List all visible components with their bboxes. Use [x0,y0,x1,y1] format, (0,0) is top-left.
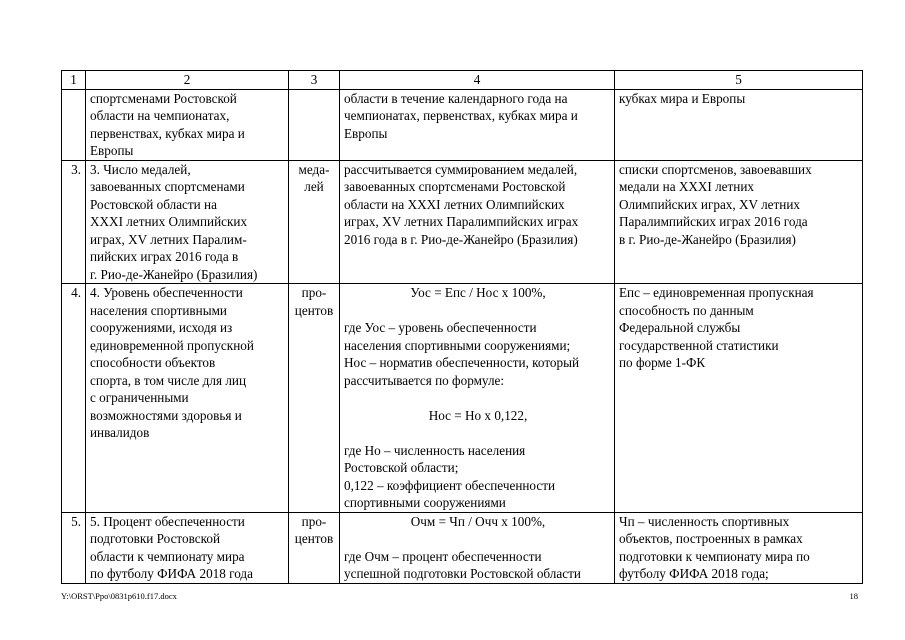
cell-line: центов [294,302,334,318]
cell-line: XXXI летних Олимпийских [90,214,248,229]
row-number-cell: 5. [62,512,86,583]
cell-line: Ростовской области на [90,196,217,212]
cell-line: подготовки Ростовской [90,531,221,546]
cell-line [344,530,612,548]
cell-line: области к чемпионату мира [90,548,245,564]
cell-line: успешной подготовки Ростовской области [344,566,581,581]
cell-line: подготовки к чемпионату мира по [619,548,810,564]
cell-line: медали на XXXI летних [619,179,755,194]
cell-line: рассчитывается по формуле: [344,372,505,388]
header-cell-5: 5 [615,71,863,90]
cell-line: области на чемпионатах, [90,108,230,123]
cell-line: Чп – численность спортивных [619,513,790,529]
cell-line: 2016 года в г. Рио-де-Жанейро (Бразилия) [344,231,578,247]
unit-cell [289,160,340,284]
cell-line: первенствах, кубках мира и [90,125,245,141]
cell-line: про- [301,285,327,300]
cell-line: завоеванных спортсменами Ростовской [344,179,566,194]
unit-cell [289,284,340,513]
cell-line: Очм = Чп / Очч х 100%, [410,513,546,529]
table-row [62,284,863,513]
cell-line: 5. Процент обеспеченности [90,513,245,529]
indicator-name-cell [86,284,289,513]
header-cell-3: 3 [289,71,340,90]
cell-line: г. Рио-де-Жанейро (Бразилия) [90,266,258,282]
source-cell [615,160,863,284]
cell-line: где Уос – уровень обеспеченности [344,320,537,335]
cell-line: области в течение календарного года на [344,90,568,106]
cell-line: Нос – норматив обеспеченности, который [344,355,580,370]
cell-line [344,389,612,407]
footer-file-path: Y:\ORST\Ppo\0831p610.f17.docx [61,591,177,601]
cell-line: играх, XV летних Паралимпийских играх [344,214,579,229]
cell-line: завоеванных спортсменами [90,179,245,194]
cell-line: спортивными сооружениями [344,495,506,510]
method-cell [340,89,615,160]
cell-line: с ограниченными [90,390,189,405]
header-cell-1: 1 [62,71,86,90]
cell-line: спорта, в том числе для лиц [90,372,247,388]
table-row [62,89,863,160]
cell-line: государственной статистики [619,337,779,353]
document-table [61,70,863,584]
row-number-cell: 4. [62,284,86,513]
cell-line: единовременной пропускной [90,337,254,353]
method-cell [340,284,615,513]
cell-line: 3. Число медалей, [90,161,191,177]
cell-line: Нос = Но х 0,122, [428,407,528,423]
cell-line: где Но – численность населения [344,442,526,458]
cell-line: Европы [90,143,134,158]
cell-line: Епс – единовременная пропускная [619,285,814,300]
cell-line: возможностями здоровья и [90,407,242,423]
table-header-row [62,71,863,90]
cell-line: Европы [344,125,388,141]
table-row [62,512,863,583]
cell-line: населения спортивными сооружениями; [344,337,571,353]
cell-line: по футболу ФИФА 2018 года [90,566,254,581]
header-cell-4: 4 [340,71,615,90]
row-number-cell: 3. [62,160,86,284]
cell-line: играх, XV летних Паралим- [90,231,247,247]
cell-line: спортсменами Ростовской [90,90,237,106]
cell-line [344,302,612,320]
cell-line: футболу ФИФА 2018 года; [619,566,769,581]
cell-line: где Очм – процент обеспеченности [344,548,542,564]
cell-line: меда- [298,161,330,177]
method-cell [340,160,615,284]
row-number-cell [62,89,86,160]
cell-line: списки спортсменов, завоевавших [619,161,812,177]
unit-cell [289,89,340,160]
cell-line: рассчитывается суммированием медалей, [344,161,578,177]
indicator-name-cell [86,160,289,284]
cell-line: Паралимпийских играх 2016 года [619,214,808,229]
method-cell [340,512,615,583]
source-cell [615,512,863,583]
indicator-name-cell [86,89,289,160]
cell-line: Олимпийских играх, XV летних [619,196,800,212]
cell-line [344,424,612,442]
cell-line: лей [304,179,324,194]
source-cell [615,284,863,513]
cell-line: области на XXXI летних Олимпийских [344,196,565,212]
cell-line: 0,122 – коэффициент обеспеченности [344,477,556,493]
cell-line: способности объектов [90,355,216,370]
table-row [62,160,863,284]
cell-line: способность по данным [619,302,754,318]
cell-line: сооружениями, исходя из [90,320,233,335]
cell-line: чемпионатах, первенствах, кубках мира и [344,108,578,123]
cell-line: Ростовской области; [344,460,459,475]
cell-line: населения спортивными [90,302,227,318]
cell-line: в г. Рио-де-Жанейро (Бразилия) [619,231,796,247]
cell-line: 4. Уровень обеспеченности [90,285,243,300]
source-cell [615,89,863,160]
indicator-name-cell [86,512,289,583]
cell-line: инвалидов [90,425,150,440]
cell-line: про- [301,513,327,529]
unit-cell [289,512,340,583]
header-cell-2: 2 [86,71,289,90]
cell-line: центов [294,531,334,546]
cell-line: кубках мира и Европы [619,90,746,106]
cell-line: Уос = Епс / Нос х 100%, [410,285,546,300]
footer-page-number: 18 [849,591,858,601]
cell-line: пийских играх 2016 года в [90,249,239,264]
cell-line: по форме 1-ФК [619,355,706,370]
cell-line: объектов, построенных в рамках [619,531,803,546]
cell-line: Федеральной службы [619,320,741,335]
